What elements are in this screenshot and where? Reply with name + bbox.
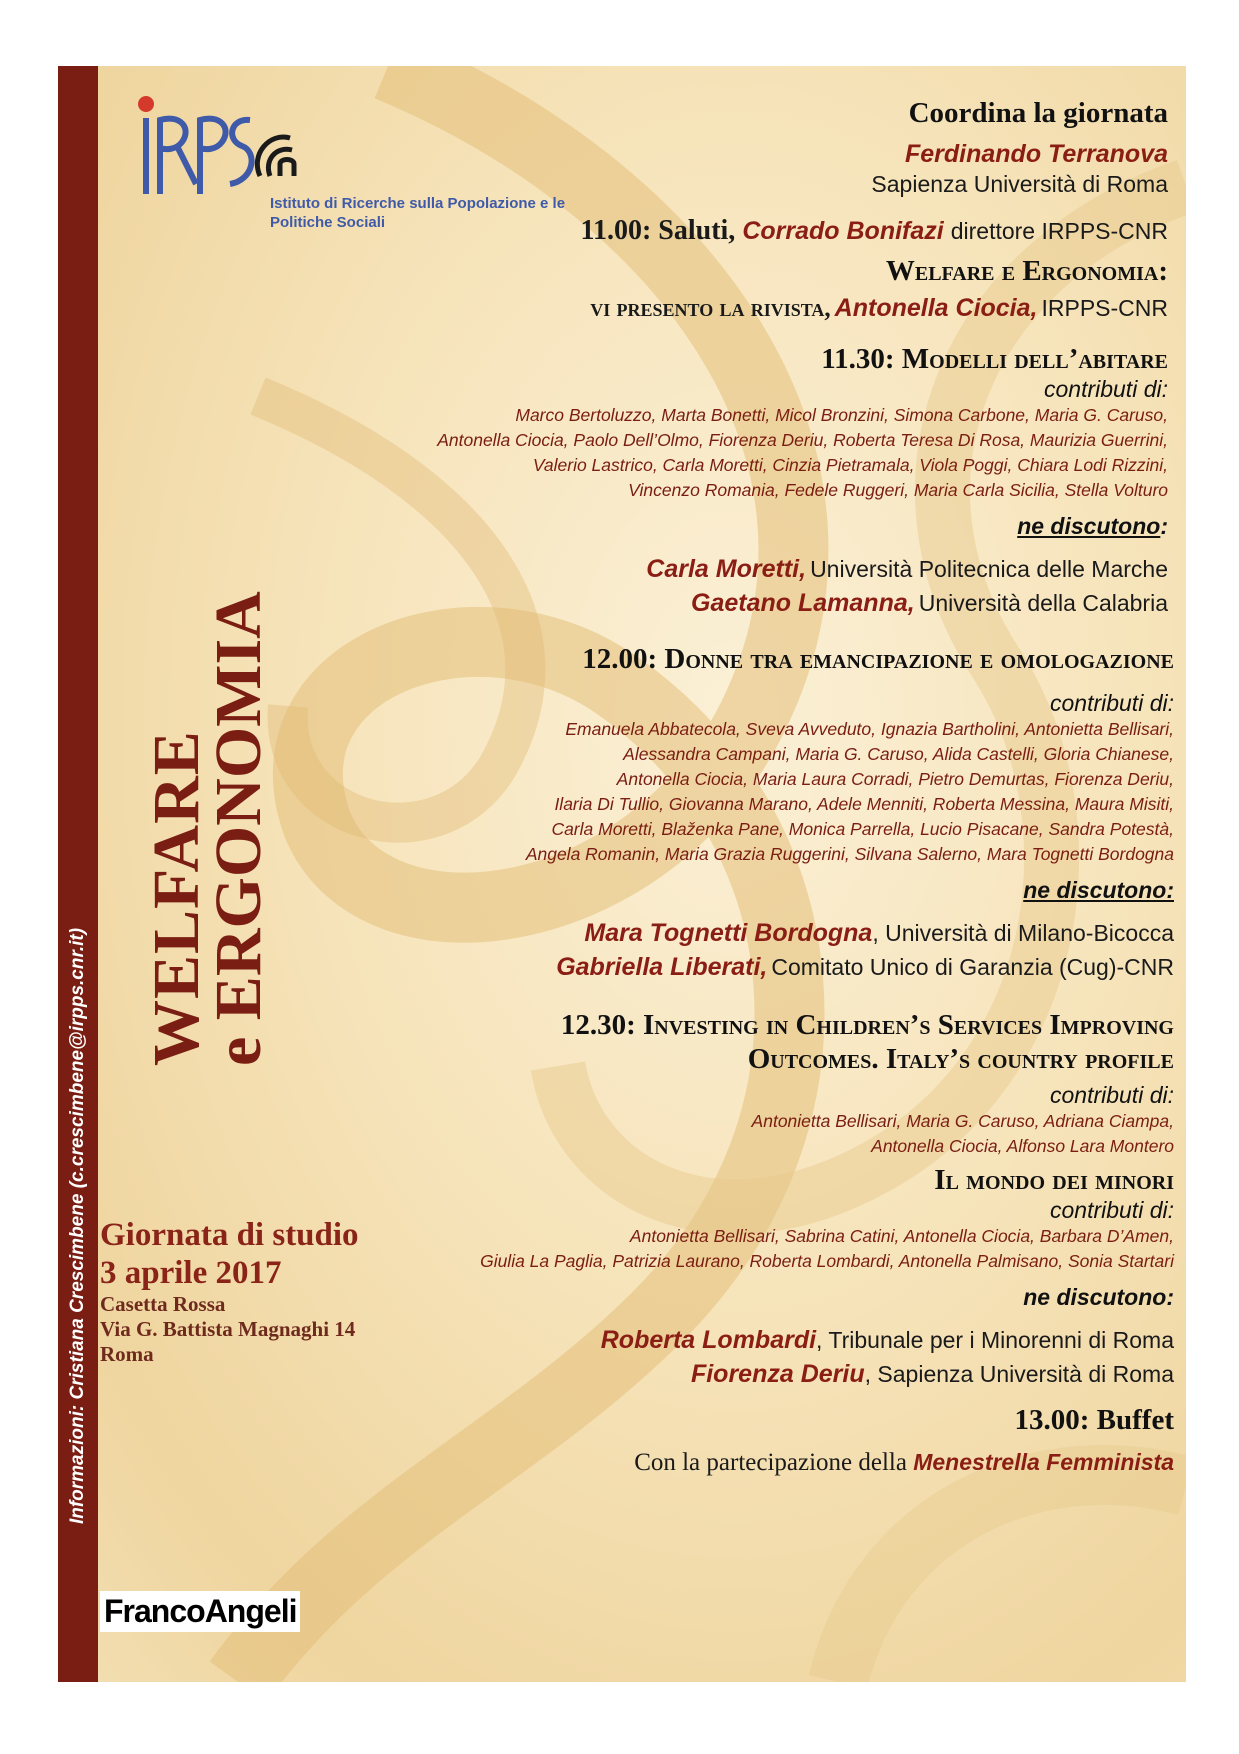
discussant-affiliation: Università Politecnica delle Marche xyxy=(810,556,1168,582)
modelli-disc-colon: : xyxy=(1160,513,1168,539)
modelli-contrib-label: contributi di: xyxy=(1043,376,1168,402)
donne-discussant xyxy=(368,918,1174,952)
modelli-disc-text: ne discutono xyxy=(1017,513,1161,539)
discussant-name: Roberta Lombardi xyxy=(600,1326,817,1354)
rivista-name: Antonella Ciocia, xyxy=(834,294,1038,322)
modelli-names-line: Antonella Ciocia, Paolo Dell’Olmo, Fiorenza Deriu, Roberta Teresa Di Rosa, Maurizia Guerrini, xyxy=(437,430,1168,450)
minori-names-line: Giulia La Paglia, Patrizia Laurano, Roberta Lombardi, Antonella Palmisano, Sonia Startari xyxy=(480,1251,1174,1271)
contact-info: Informazioni: Cristiana Crescimbene (c.crescimbene@irpps.cnr.it) xyxy=(67,927,88,1525)
discussant-affiliation: , Tribunale per i Minorenni di Roma xyxy=(816,1327,1174,1353)
minori-contrib-label: contributi di: xyxy=(1049,1197,1174,1223)
saluti-time: 11.00: Saluti, xyxy=(580,215,736,246)
modelli-discussant xyxy=(368,554,1168,588)
donne-names-line: Angela Romanin, Maria Grazia Ruggerini, Silvana Salerno, Mara Tognetti Bordogna xyxy=(525,844,1174,864)
coord-name: Ferdinando Terranova xyxy=(904,140,1168,168)
title-line1: WELFARE xyxy=(140,730,213,1066)
modelli-title: 11.30: Modelli dell’abitare xyxy=(821,343,1168,375)
rivista-line xyxy=(368,292,1168,328)
modelli-names xyxy=(368,403,1168,503)
discussant-name: Fiorenza Deriu xyxy=(690,1360,865,1388)
discussant-affiliation: Università della Calabria xyxy=(918,590,1168,616)
coord-affiliation: Sapienza Università di Roma xyxy=(871,171,1168,197)
investing-names-line: Antonietta Bellisari, Maria G. Caruso, Adriana Ciampa, xyxy=(751,1111,1174,1131)
minori-names-line: Antonietta Bellisari, Sabrina Catini, Antonella Ciocia, Barbara D’Amen, xyxy=(629,1226,1174,1246)
publisher-logo: FrancoAngeli xyxy=(100,1591,300,1632)
event-venue: Casetta Rossa xyxy=(100,1292,226,1316)
investing-contrib-label: contributi di: xyxy=(1049,1082,1174,1108)
modelli-names-line: Valerio Lastrico, Carla Moretti, Cinzia Pietramala, Viola Poggi, Chiara Lodi Rizzini, xyxy=(532,455,1168,475)
discussant-name: Carla Moretti, xyxy=(646,555,807,583)
buffet: 13.00: Buffet xyxy=(1014,1404,1174,1436)
minori-discussant xyxy=(368,1325,1174,1359)
rivista-affiliation: IRPPS-CNR xyxy=(1041,295,1168,321)
donne-names-line: Emanuela Abbatecola, Sveva Avveduto, Ignazia Bartholini, Antonietta Bellisari, xyxy=(565,719,1174,739)
rivista-subtitle: vi presento la rivista, xyxy=(590,295,831,322)
donne-names-line: Carla Moretti, Blaženka Pane, Monica Parrella, Lucio Pisacane, Sandra Potestà, xyxy=(551,819,1174,839)
event-city: Roma xyxy=(100,1342,154,1366)
discussant-affiliation: Comitato Unico di Garanzia (Cug)-CNR xyxy=(771,954,1174,980)
modelli-names-line: Vincenzo Romania, Fedele Ruggeri, Maria Carla Sicilia, Stella Volturo xyxy=(628,480,1168,500)
investing-names xyxy=(368,1109,1174,1159)
discussant-affiliation: , Sapienza Università di Roma xyxy=(864,1361,1174,1387)
discussant-affiliation: , Università di Milano-Bicocca xyxy=(872,920,1174,946)
program xyxy=(368,96,1174,1477)
donne-names-line: Alessandra Campani, Maria G. Caruso, Alida Castelli, Gloria Chianese, xyxy=(623,744,1174,764)
event-title: Giornata di studio xyxy=(100,1217,359,1253)
logo-caption-line2: Politiche Sociali xyxy=(270,214,386,231)
event-address: Via G. Battista Magnaghi 14 xyxy=(100,1317,356,1341)
modelli-names-line: Marco Bertoluzzo, Marta Bonetti, Micol Bronzini, Simona Carbone, Maria G. Caruso, xyxy=(515,405,1168,425)
investing-names-line: Antonella Ciocia, Alfonso Lara Montero xyxy=(871,1136,1174,1156)
discussant-name: Gabriella Liberati, xyxy=(556,953,768,981)
logo-caption-line1: Istituto di Ricerche sulla Popolazione e le xyxy=(270,195,566,212)
irpps-logo-icon xyxy=(100,84,270,214)
closing-name: Menestrella Femminista xyxy=(913,1449,1174,1475)
minori-names xyxy=(368,1224,1174,1274)
donne-names-line: Antonella Ciocia, Maria Laura Corradi, Pietro Demurtas, Fiorenza Deriu, xyxy=(616,769,1174,789)
investing-title-line1: 12.30: Investing in Children’s Services Improving xyxy=(560,1009,1174,1041)
donne-names-line: Ilaria Di Tullio, Giovanna Marano, Adele Menniti, Roberta Messina, Maura Misiti, xyxy=(554,794,1174,814)
discussant-name: Gaetano Lamanna, xyxy=(691,589,915,617)
closing-text: Con la partecipazione della xyxy=(634,1449,907,1476)
cnr-logo-icon xyxy=(250,124,310,184)
rivista-title: Welfare e Ergonomia: xyxy=(885,255,1168,287)
event-date: 3 aprile 2017 xyxy=(100,1255,282,1291)
donne-contrib-label: contributi di: xyxy=(1049,690,1174,716)
poster xyxy=(58,66,1186,1682)
saluti-affiliation: direttore IRPPS-CNR xyxy=(950,218,1168,244)
investing-title xyxy=(368,1008,1174,1076)
discussant-name: Mara Tognetti Bordogna xyxy=(584,919,873,947)
vertical-title xyxy=(140,591,275,1066)
event-info xyxy=(100,1216,359,1367)
modelli-discussant xyxy=(368,588,1168,622)
saluti-name: Corrado Bonifazi xyxy=(742,217,944,245)
donne-discussant xyxy=(368,952,1174,986)
donne-names xyxy=(368,717,1174,867)
session-saluti xyxy=(368,214,1168,248)
coord-heading: Coordina la giornata xyxy=(908,97,1168,129)
investing-title-line2: Outcomes. Italy’s country profile xyxy=(747,1043,1174,1075)
modelli-disc-label xyxy=(368,513,1168,540)
info-sidebar xyxy=(58,66,98,1682)
title-line2: e ERGONOMIA xyxy=(202,591,275,1066)
donne-title: 12.00: Donne tra emancipazione e omologazione xyxy=(582,643,1174,675)
donne-disc-label: ne discutono: xyxy=(1023,877,1174,903)
minori-discussant xyxy=(368,1359,1174,1393)
minori-title: Il mondo dei minori xyxy=(934,1164,1174,1196)
minori-disc-label: ne discutono: xyxy=(1023,1284,1174,1310)
closing-line xyxy=(368,1449,1174,1477)
